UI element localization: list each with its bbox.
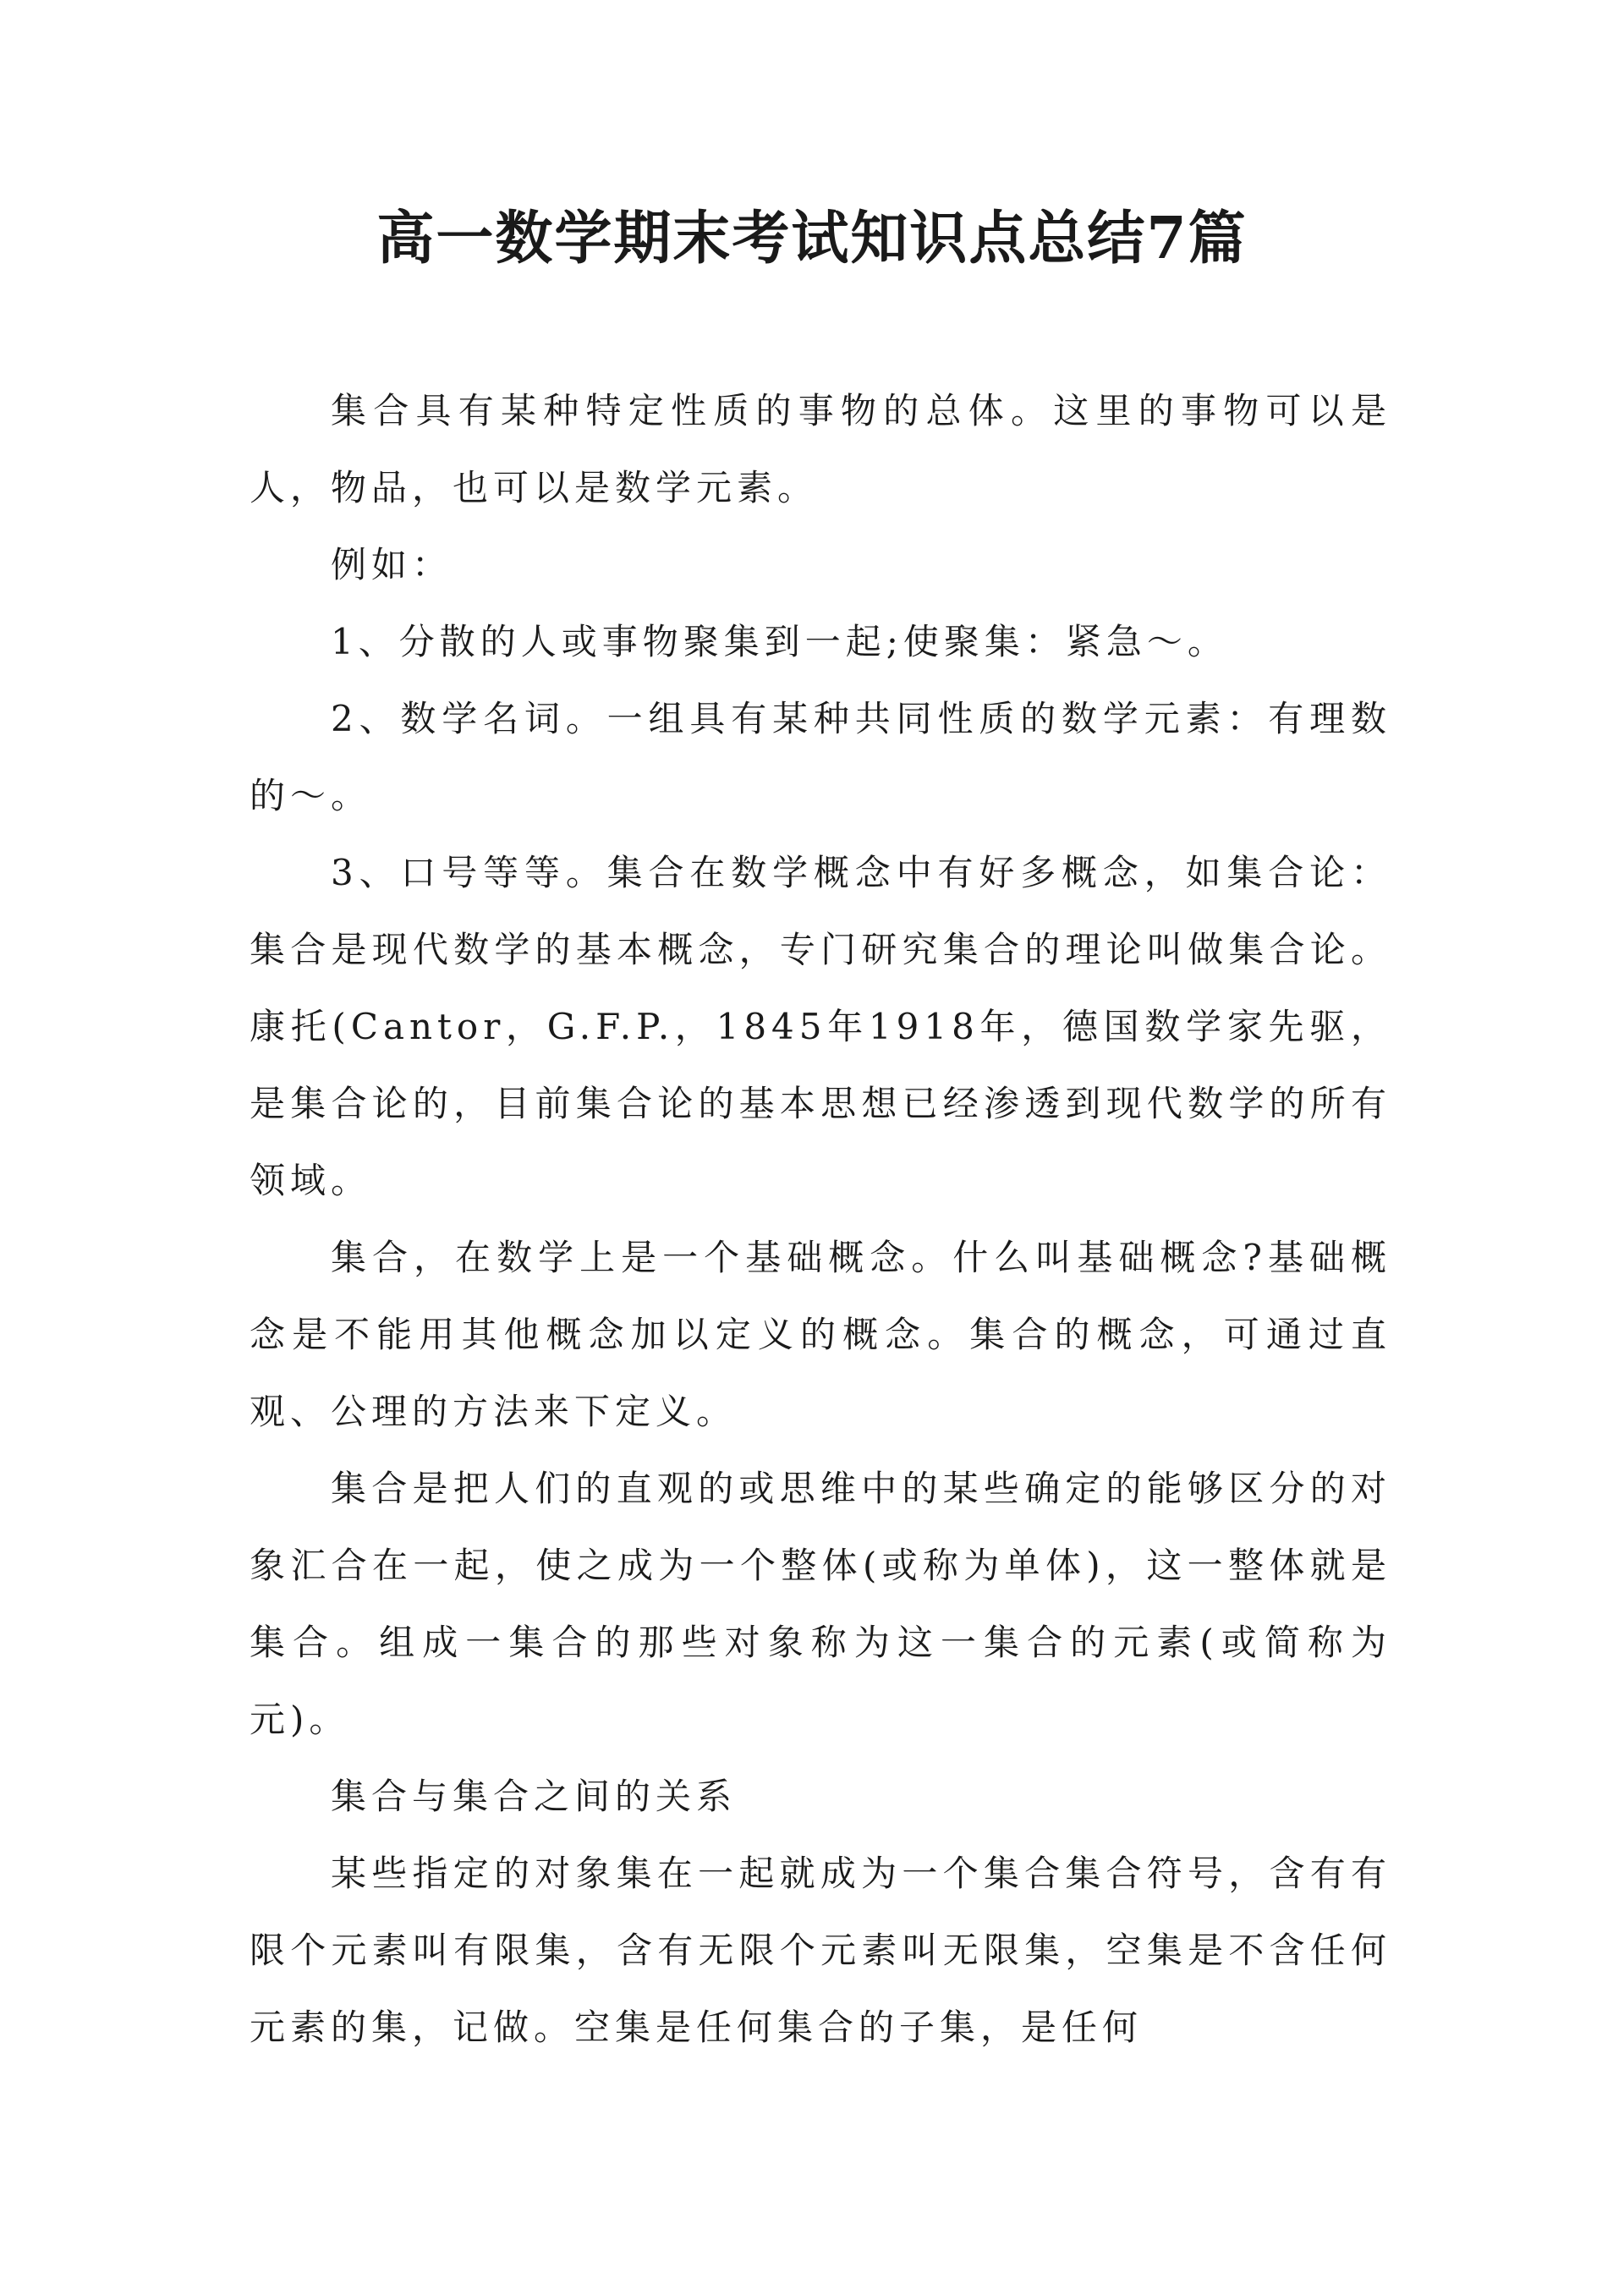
section-heading: 集合与集合之间的关系 (331, 1776, 738, 1817)
paragraph: 3、口号等等。集合在数学概念中有好多概念，如集合论：集合是现代数学的基本概念，专门研究集合的理论叫做集合论。康托(Cantor，G.F.P.，1845年1918年，德国数学家先驱，是集合论的，目前集合论的基本思想已经渗透到现代数学的所有领域。 (250, 852, 1391, 1201)
paragraph: 1、分散的人或事物聚集到一起;使聚集：紧急～。 (331, 621, 1228, 662)
paragraph: 某些指定的对象集在一起就成为一个集合集合符号，含有有限个元素叫有限集，含有无限个元素叫无限集，空集是不含任何元素的集，记做。空集是任何集合的子集，是任何 (250, 1853, 1391, 2048)
document-body (250, 372, 1391, 2066)
paragraph: 集合是把人们的直观的或思维中的某些确定的能够区分的对象汇合在一起，使之成为一个整体(或称为单体)，这一整体就是集合。组成一集合的那些对象称为这一集合的元素(或简称为元)。 (250, 1468, 1391, 1740)
paragraph: 集合，在数学上是一个基础概念。什么叫基础概念?基础概念是不能用其他概念加以定义的概念。集合的概念，可通过直观、公理的方法来下定义。 (250, 1237, 1391, 1432)
document-title: 高一数学期末考试知识点总结7篇 (376, 205, 1248, 272)
paragraph: 集合具有某种特定性质的事物的总体。这里的事物可以是人，物品，也可以是数学元素。 (250, 390, 1391, 508)
paragraph: 例如： (331, 544, 453, 585)
paragraph: 2、数学名词。一组具有某种共同性质的数学元素：有理数的～。 (250, 698, 1391, 816)
